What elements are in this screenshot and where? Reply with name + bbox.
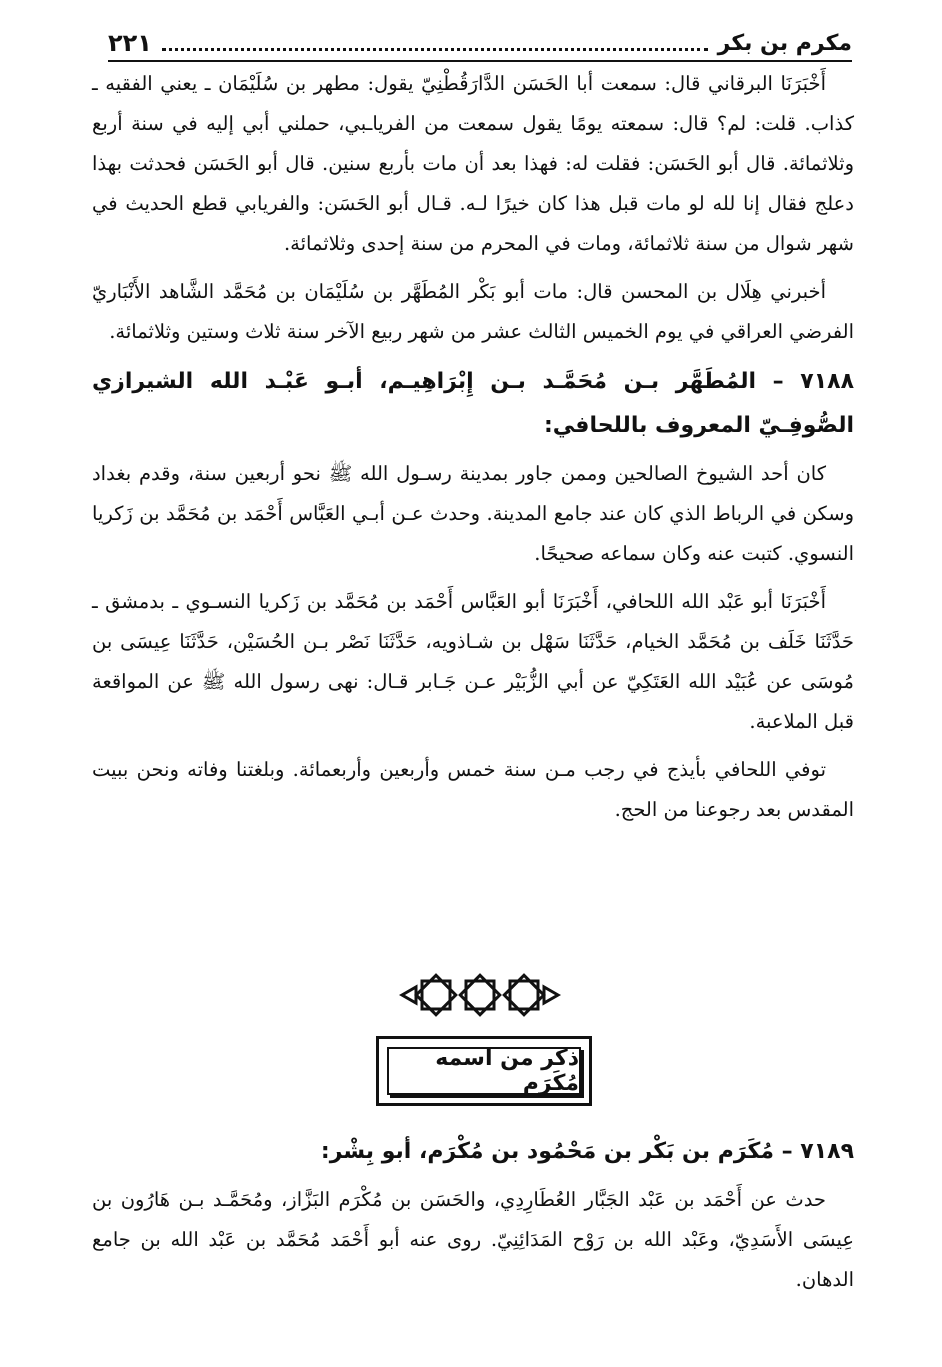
entry-heading-7189: ٧١٨٩ – مُكَرَم بن بَكْر بن مَحْمُود بن مُكْرَم، أبو بِشْر: [320, 1139, 854, 1164]
entry-7188-paragraph-2: أَخْبَرَنَا أبو عَبْد الله اللحافي، أَخْبَرَنَا أبو العَبَّاس أَحْمَد بن مُحَمَّد بن زَكريا النسـوي ـ بدمشق ـ حَدَّثَنَا خَلَف بن مُحَمَّد الخيام، حَدَّثَنَا سَهْل بن شـاذويه، حَدَّثَنَا نَصْر بـن الحُسَيْن، حَدَّثَنَا عِيسَى بن مُوسَى عن عُبَيْد الله العَتَكِيّ عن أبي الزُّبَيْر عـن جَـابر قـال: نهى رسول الله ﷺ عن المواقعة قبل الملاعبة. [92, 590, 854, 733]
entry-7188-paragraph-1: كان أحد الشيوخ الصالحين وممن جاور بمدينة رسـول الله ﷺ نحو أربعين سنة، وقدم بغداد وسكن في الرباط الذي كان عند جامع المدينة. وحدث عـن أبـي العَبَّاس أَحْمَد بن مُحَمَّد بن زَكريا النسوي. كتبت عنه وكان سماعه صحيحًا. [92, 462, 854, 565]
entry-7189-paragraph-1: حدث عن أَحْمَد بن عَبْد الجَبَّار العُطَارِدِي، والحَسَن بن مُكْرَم البَزَّاز، ومُحَمَّـد بـن هَارُون بن عِيسَى الأَسَدِيّ، وعَبْد الله بن رَوْح المَدَائِنِيّ. روى عنه أبو أَحْمَد مُحَمَّد بن عَبْد الله بن جامع الدهان. [92, 1188, 854, 1291]
decorative-ornament-icon [396, 972, 564, 1018]
section-title-box [376, 1036, 592, 1106]
entry-heading-7188: ٧١٨٨ – المُطَهَّر بـن مُحَمَّـد بـن إِبْرَاهِيـم، أبـو عَبْـد الله الشيرازي الصُّوفِـيّ المعروف باللحافي: [92, 369, 854, 438]
main-text-continued [92, 1126, 854, 1306]
running-title: مكرم بن بكر [717, 30, 852, 56]
page-number: ٢٢١ [108, 29, 152, 57]
section-title: ذكر من اسمه مُكَرَم [387, 1047, 581, 1095]
leader-dots [162, 36, 708, 51]
running-header [108, 26, 852, 62]
entry-7188-paragraph-3: توفي اللحافي بأيذج في رجب مـن سنة خمس وأربعين وأربعمائة. وبلغتنا وفاته ونحن ببيت المقدس بعد رجوعنا من الحج. [92, 758, 854, 821]
paragraph-report-1: أَخْبَرَنَا البرقاني قال: سمعت أبا الحَسَن الدَّارَقُطْنِيّ يقول: مطهر بن سُلَيْمَان ـ يعني الفقيه ـ كذاب. قلت: لم؟ قال: سمعته يومًا يقول سمعت من الفرياـبي، حملني أبي إليه في سنة أربع وثلاثمائة. قال أبو الحَسَن: فقلت له: فهذا بعد أن مات بأربع سنين. قال أبو الحَسَن فحدثت بهذا دعلج فقال إنا لله لو مات قبل هذا كان خيرًا لـه. قـال أبو الحَسَن: والفريابي قطع الحديث في شهر شوال من سنة ثلاثمائة، ومات في المحرم من سنة إحدى وثلاثمائة. [92, 72, 854, 255]
paragraph-report-2: أخبرني هِلَال بن المحسن قال: مات أبو بَكْر المُطَهَّر بن سُلَيْمَان بن مُحَمَّد الشَّاهد الأَنْبَاريّ الفرضي العراقي في يوم الخميس الثالث عشر من شهر ربيع الآخر سنة ثلاث وستين وثلاثمائة. [92, 280, 854, 343]
main-text [92, 64, 854, 838]
